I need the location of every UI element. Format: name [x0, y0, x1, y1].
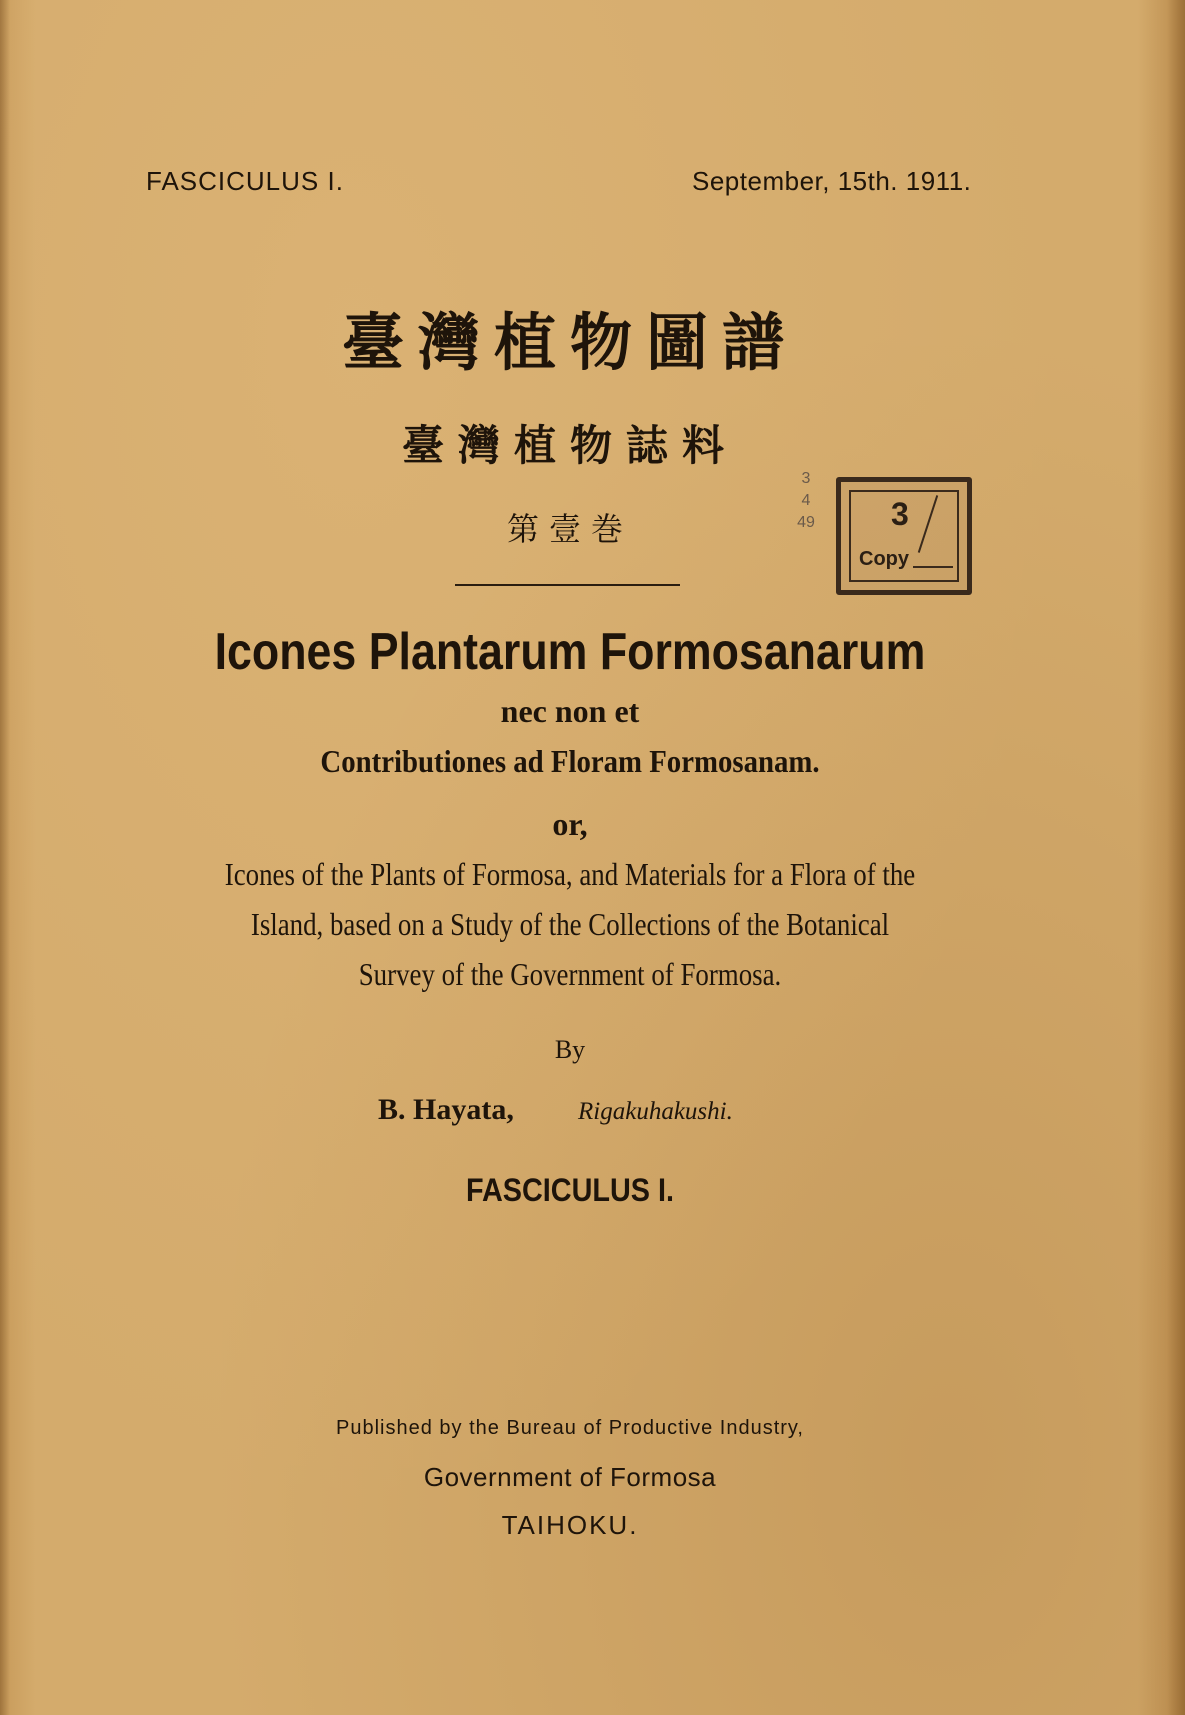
header-date: September, 15th. 1911.	[692, 166, 972, 196]
shelf-mark-line: 3	[801, 470, 811, 487]
main-title: Icones Plantarum Formosanarum	[214, 623, 926, 681]
stamp-underline	[913, 566, 953, 568]
header-fasciculus: FASCICULUS I.	[146, 166, 344, 196]
cjk-title: 臺灣植物圖譜	[341, 306, 798, 379]
author-degree: Rigakuhakushi.	[578, 1098, 733, 1125]
publisher-city: TAIHOKU.	[501, 1510, 639, 1540]
page-edge-right	[1167, 0, 1185, 1715]
by-label: By	[554, 1035, 586, 1064]
fasciculus-label: FASCICULUS I.	[465, 1172, 675, 1208]
publisher-government: Government of Formosa	[423, 1462, 717, 1492]
publisher-line: Published by the Bureau of Productive Industry,	[336, 1417, 804, 1439]
stamp-copy-label: Copy	[859, 548, 909, 570]
english-title-line: Island, based on a Study of the Collections of the Botanical	[250, 906, 890, 942]
english-title-line: Survey of the Government of Formosa.	[358, 956, 782, 992]
author-name: B. Hayata,	[378, 1093, 514, 1126]
shelf-mark-line: 4	[801, 492, 811, 509]
shelf-mark-line: 49	[797, 514, 815, 531]
divider-rule	[455, 584, 680, 586]
cjk-volume: 第壹巻	[506, 510, 633, 548]
title-connector: nec non et	[500, 693, 640, 729]
shelf-mark	[790, 468, 822, 534]
page-edge-left	[0, 0, 10, 1715]
secondary-title: Contributiones ad Floram Formosanam.	[320, 743, 820, 779]
english-title-line: Icones of the Plants of Formosa, and Materials for a Flora of the	[224, 856, 916, 892]
library-stamp	[836, 477, 972, 595]
cjk-subtitle: 臺灣植物誌料	[401, 421, 738, 470]
title-or: or,	[552, 806, 588, 842]
stamp-number: 3	[891, 496, 909, 532]
